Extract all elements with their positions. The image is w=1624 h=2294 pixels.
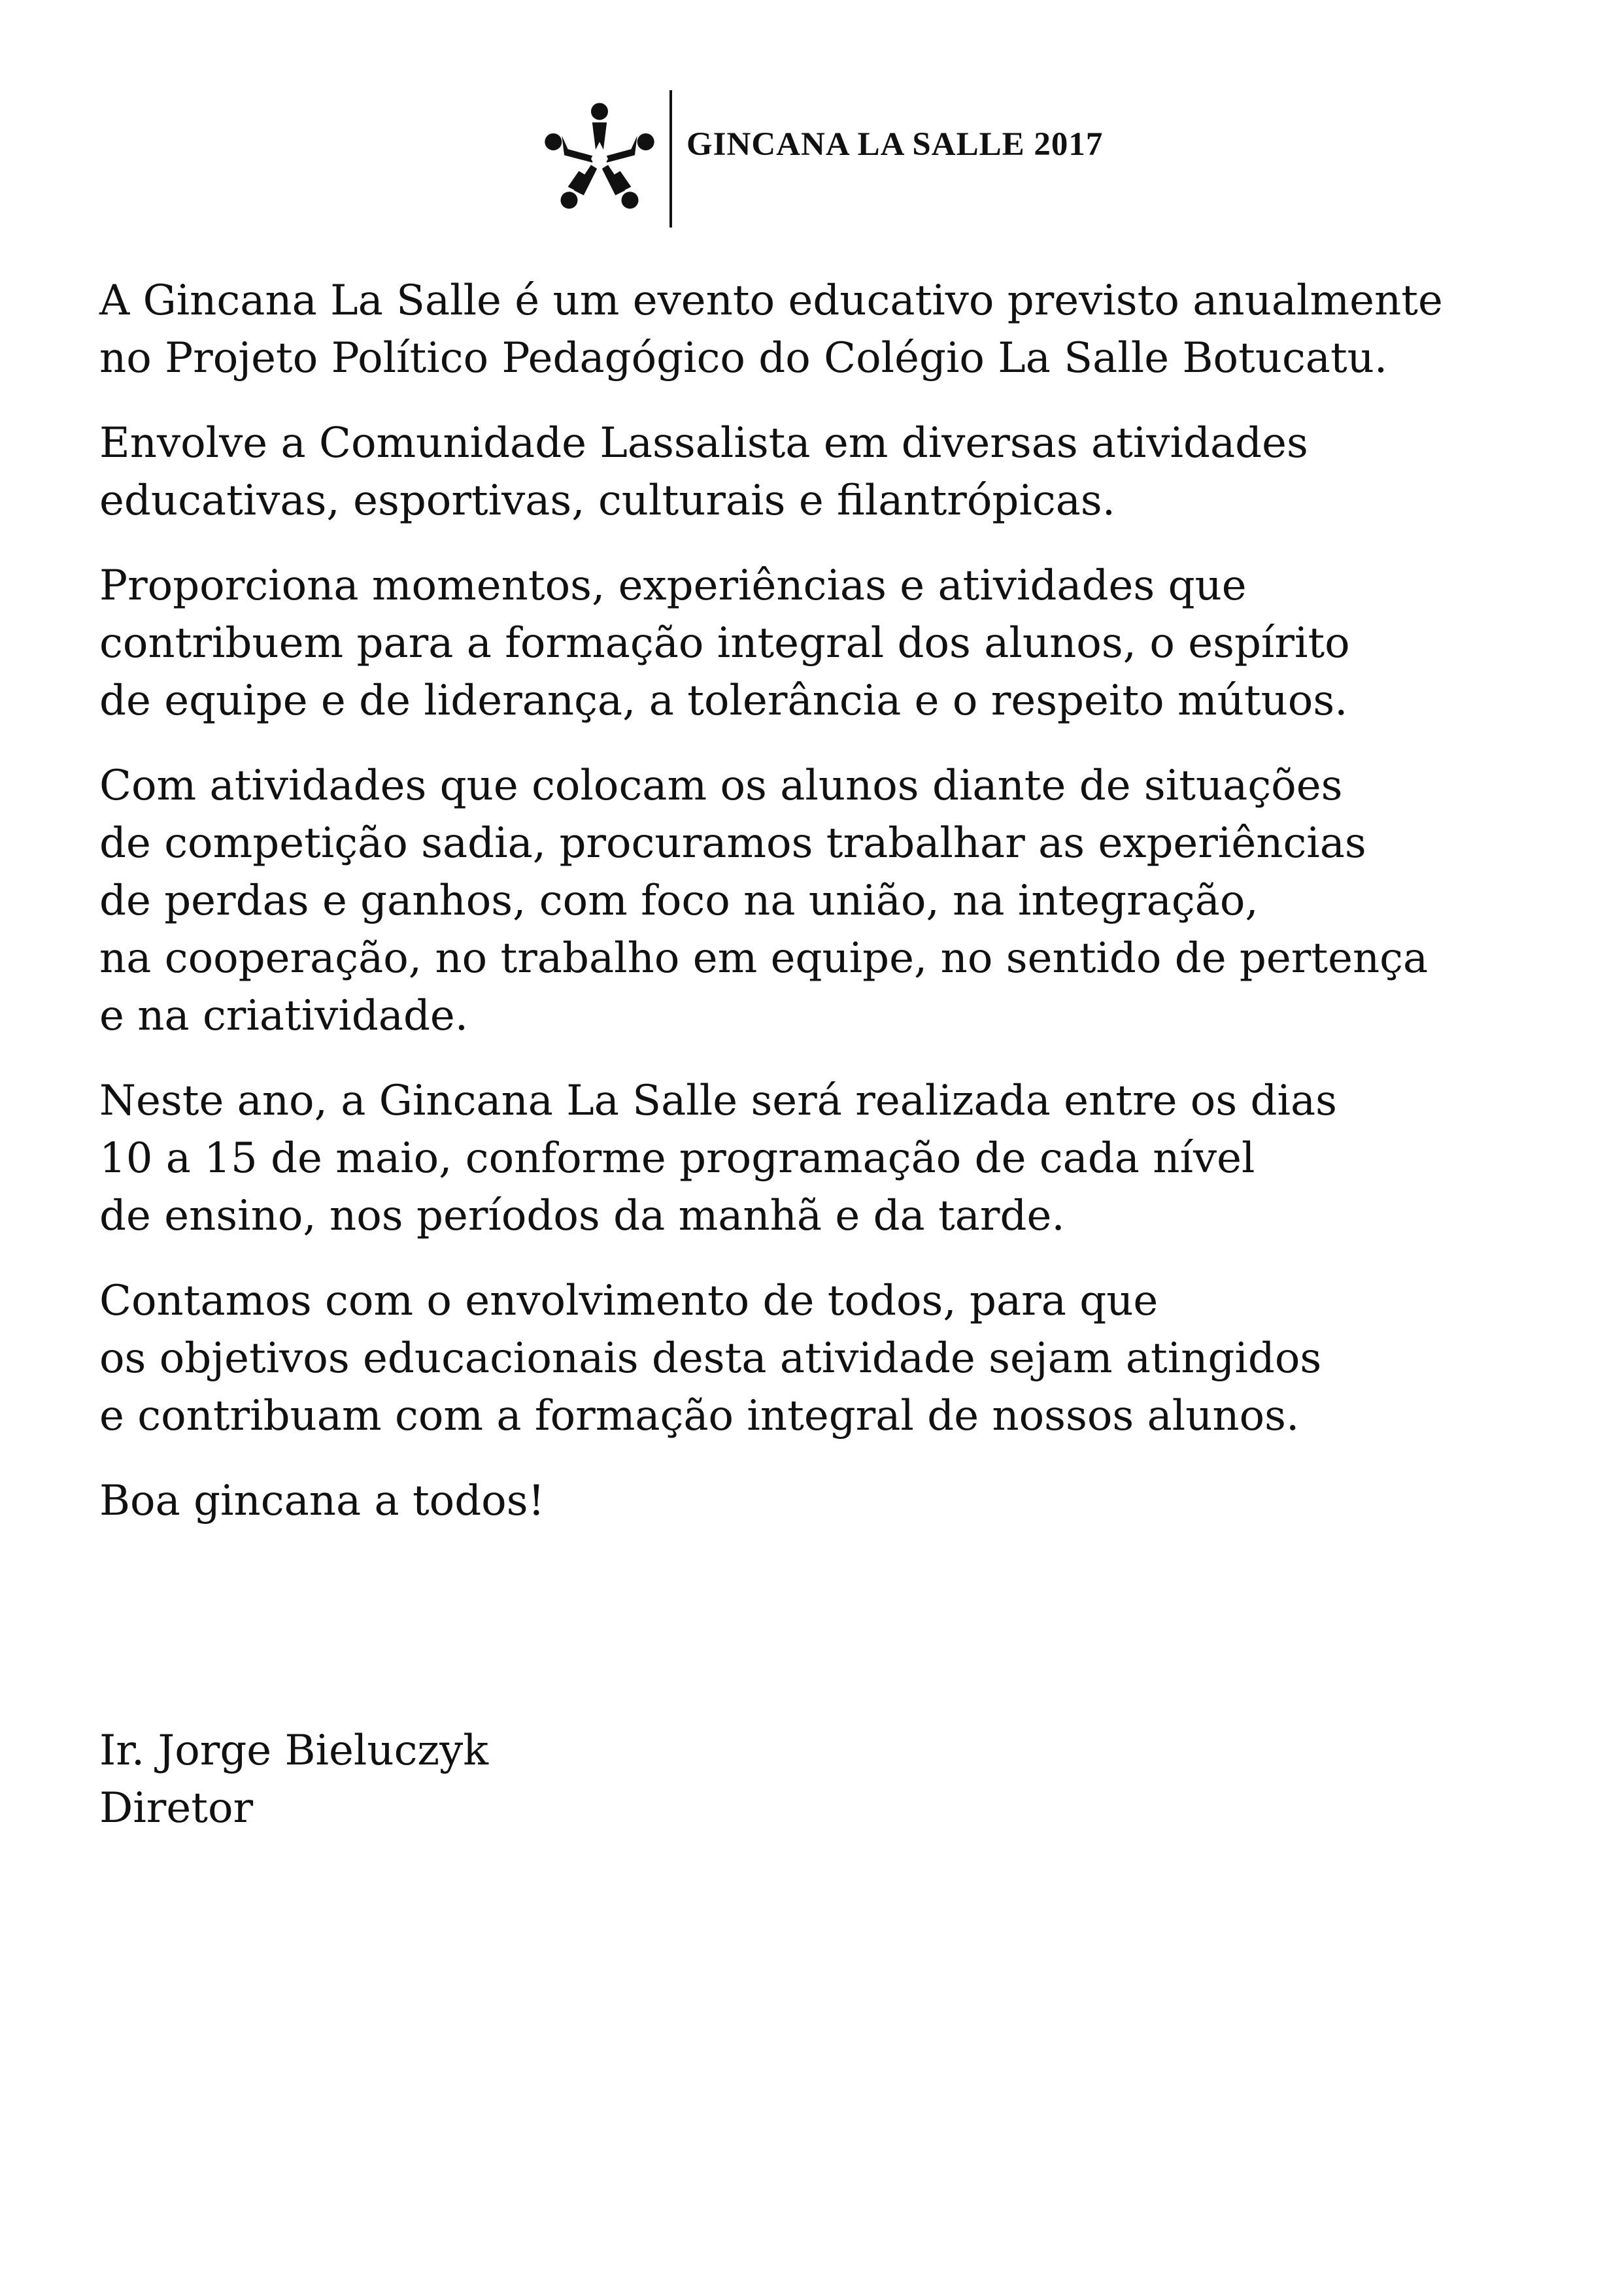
header-divider (669, 90, 672, 228)
text-line: na cooperação, no trabalho em equipe, no sentido de pertença (99, 934, 1429, 983)
paragraph (99, 557, 1551, 730)
text-line: no Projeto Político Pedagógico do Colégio La Salle Botucatu. (99, 334, 1388, 382)
text-line: Com atividades que colocam os alunos diante de situações (99, 762, 1343, 810)
text-line: 10 a 15 de maio, conforme programação de cada nível (99, 1134, 1255, 1183)
signatory-role: Diretor (99, 1784, 254, 1832)
text-line: os objetivos educacionais desta atividade sejam atingidos (99, 1334, 1322, 1383)
text-line: de ensino, nos períodos da manhã e da tarde. (99, 1192, 1065, 1240)
text-line: Proporciona momentos, experiências e atividades que (99, 562, 1247, 610)
text-line: Contamos com o envolvimento de todos, para que (99, 1277, 1159, 1325)
signatory-name: Ir. Jorge Bieluczyk (99, 1727, 489, 1775)
document-title: GINCANA LA SALLE 2017 (686, 126, 1104, 163)
text-line: de equipe e de liderança, a tolerância e o respeito mútuos. (99, 677, 1348, 725)
paragraph (99, 1272, 1551, 1445)
closing-line (99, 1472, 1551, 1530)
paragraph (99, 272, 1551, 387)
text-line: Envolve a Comunidade Lassalista em diversas atividades (99, 419, 1308, 467)
text-line: de competição sadia, procuramos trabalhar as experiências (99, 819, 1366, 868)
paragraph (99, 757, 1551, 1045)
text-line: e na criatividade. (99, 992, 469, 1040)
text-line: Neste ano, a Gincana La Salle será realizada entre os dias (99, 1077, 1337, 1125)
signature-block (99, 1722, 488, 1837)
text-line: contribuem para a formação integral dos alunos, o espírito (99, 619, 1350, 667)
document-header (539, 90, 1103, 228)
paragraph (99, 414, 1551, 530)
letter-body (99, 272, 1551, 1557)
text-line: A Gincana La Salle é um evento educativo previsto anualmente (99, 277, 1443, 325)
text-line: e contribuam com a formação integral de nossos alunos. (99, 1392, 1300, 1440)
paragraph (99, 1072, 1551, 1245)
text-line: Boa gincana a todos! (99, 1477, 545, 1525)
la-salle-star-people-logo-icon (539, 98, 660, 220)
text-line: de perdas e ganhos, com foco na união, na integração, (99, 877, 1259, 925)
text-line: educativas, esportivas, culturais e filantrópicas. (99, 477, 1116, 525)
